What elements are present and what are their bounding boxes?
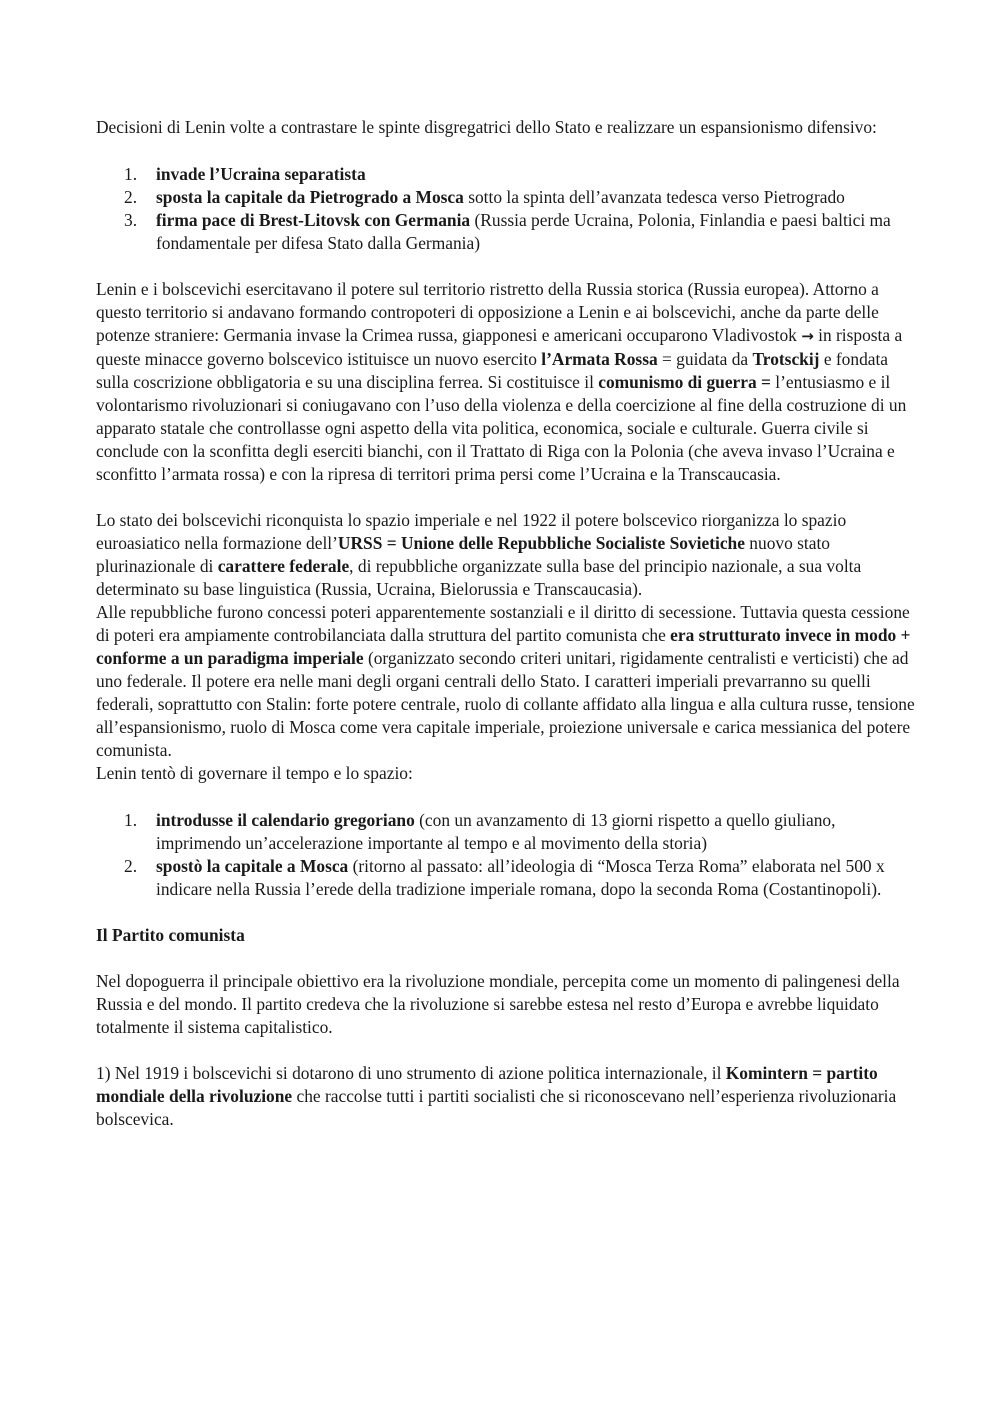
text-run: 1) Nel 1919 i bolscevichi si dotarono di uno strumento di azione politica internazionale, il — [96, 1063, 726, 1083]
bold-term: era strutturato invece in modo + conforme a un paradigma imperiale — [96, 625, 911, 668]
decisions-list — [96, 163, 916, 255]
text-run: = guidata da — [657, 349, 753, 369]
bold-term: l’Armata Rossa — [541, 349, 658, 369]
list-number: 1. — [124, 164, 138, 184]
text-run: , di repubbliche organizzate sulla base del principio nazionale, a sua volta determinato su base linguistica (Russia, Ucraina, Bielorussia e Transcaucasia). — [96, 556, 862, 599]
repubbliche-paragraph — [96, 601, 916, 762]
list-number: 2. — [124, 187, 138, 207]
list-number: 1. — [124, 810, 138, 830]
bold-term: URSS = Unione delle Repubbliche Socialiste Sovietiche — [337, 533, 745, 553]
list-item — [96, 186, 916, 209]
text-run: in risposta a queste minacce governo bolscevico istituisce un nuovo esercito — [96, 325, 903, 369]
rivoluzione-paragraph: Nel dopoguerra il principale obiettivo era la rivoluzione mondiale, percepita come un momento di palingenesi della Russia e del mondo. Il partito credeva che la rivoluzione si sarebbe estesa nel resto d’Europa e avrebbe liquidato totalmente il sistema capitalistico. — [96, 971, 900, 1037]
list-item-bold: firma pace di Brest-Litovsk con Germania — [156, 210, 471, 230]
text-run: l’entusiasmo e il volontarismo rivoluzionari si coniugavano con l’uso della violenza e della coercizione al fine della costruzione di un apparato statale che controllasse ogni aspetto della vita politica, economica, sociale e culturale. Guerra civile si conclude con la sconfitta degli eserciti bianchi, con il Trattato di Riga con la Polonia (che aveva invaso l’Ucraina e sconfitto l’armata rossa) e con la ripresa di territori prima persi come l’Ucraina e la Transcaucasia. — [96, 372, 907, 484]
list-item-text: (Russia perde Ucraina, Polonia, Finlandia e paesi baltici ma fondamentale per difesa Stato dalla Germania) — [156, 210, 891, 253]
list-item-bold: spostò la capitale a Mosca — [156, 856, 349, 876]
list-item-bold: invade l’Ucraina separatista — [156, 164, 366, 184]
bold-term: Trotsckij — [752, 349, 820, 369]
list-number: 3. — [124, 210, 138, 230]
bold-term: comunismo di guerra = — [598, 372, 771, 392]
text-run: e fondata sulla coscrizione obbligatoria e su una disciplina ferrea. Si costituisce il — [96, 349, 889, 392]
list-number: 2. — [124, 856, 138, 876]
list-item-bold: introdusse il calendario gregoriano — [156, 810, 415, 830]
bold-term: Komintern = partito mondiale della rivoluzione — [96, 1063, 878, 1106]
time-space-list — [96, 809, 916, 901]
list-item-bold: sposta la capitale da Pietrogrado a Mosca — [156, 187, 464, 207]
list-item — [96, 163, 916, 186]
text-run: Lenin e i bolscevichi esercitavano il potere sul territorio ristretto della Russia storica (Russia europea). Attorno a questo territorio si andavano formando contropoteri di opposizione a Lenin e ai bolscevichi, anche da parte delle potenze straniere: Germania invase la Crimea russa, giapponesi e americani occuparono Vladivostok — [96, 279, 879, 345]
right-arrow-icon: → — [801, 327, 814, 345]
list-item-text: (con un avanzamento di 13 giorni rispetto a quello giuliano, imprimendo un’accelerazione importante al tempo e al movimento della storia) — [156, 810, 836, 853]
document-page — [96, 116, 916, 1131]
list-item-text: sotto la spinta dell’avanzata tedesca verso Pietrogrado — [463, 187, 845, 207]
armata-rossa-paragraph — [96, 278, 916, 486]
tempo-spazio-paragraph: Lenin tentò di governare il tempo e lo spazio: — [96, 763, 413, 783]
komintern-paragraph — [96, 1062, 916, 1131]
text-run: che raccolse tutti i partiti socialisti che si riconoscevano nell’esperienza rivoluzionaria bolscevica. — [96, 1086, 897, 1129]
text-run: Lo stato dei bolscevichi riconquista lo spazio imperiale e nel 1922 il potere bolscevico riorganizza lo spazio euroasiatico nella formazione dell’ — [96, 510, 847, 553]
text-run: Alle repubbliche furono concessi poteri apparentemente sostanziali e il diritto di secessione. Tuttavia questa cessione di poteri era ampiamente controbilanciata dalla struttura del partito comunista che — [96, 602, 910, 645]
list-item — [96, 209, 916, 255]
list-item — [96, 855, 916, 901]
text-run: nuovo stato plurinazionale di — [96, 533, 830, 576]
list-item-text: (ritorno al passato: all’ideologia di “Mosca Terza Roma” elaborata nel 500 x indicare nella Russia l’erede della tradizione imperiale romana, dopo la seconda Roma (Costantinopoli). — [156, 856, 885, 899]
heading-text: Il Partito comunista — [96, 925, 245, 945]
list-item — [96, 809, 916, 855]
intro-paragraph: Decisioni di Lenin volte a contrastare le spinte disgregatrici dello Stato e realizzare un espansionismo difensivo: — [96, 117, 877, 137]
urss-paragraph — [96, 509, 916, 601]
text-run: (organizzato secondo criteri unitari, rigidamente centralisti e verticisti) che ad uno federale. Il potere era nelle mani degli organi centrali dello Stato. I caratteri imperiali prevarranno su quelli federali, soprattutto con Stalin: forte potere centrale, ruolo di collante affidato alla lingua e alla cultura russe, tensione all’espansionismo, ruolo di Mosca come vera capitale imperiale, proiezione universale e carica messianica del potere comunista. — [96, 648, 915, 760]
section-heading — [96, 924, 916, 947]
bold-term: carattere federale — [217, 556, 350, 576]
